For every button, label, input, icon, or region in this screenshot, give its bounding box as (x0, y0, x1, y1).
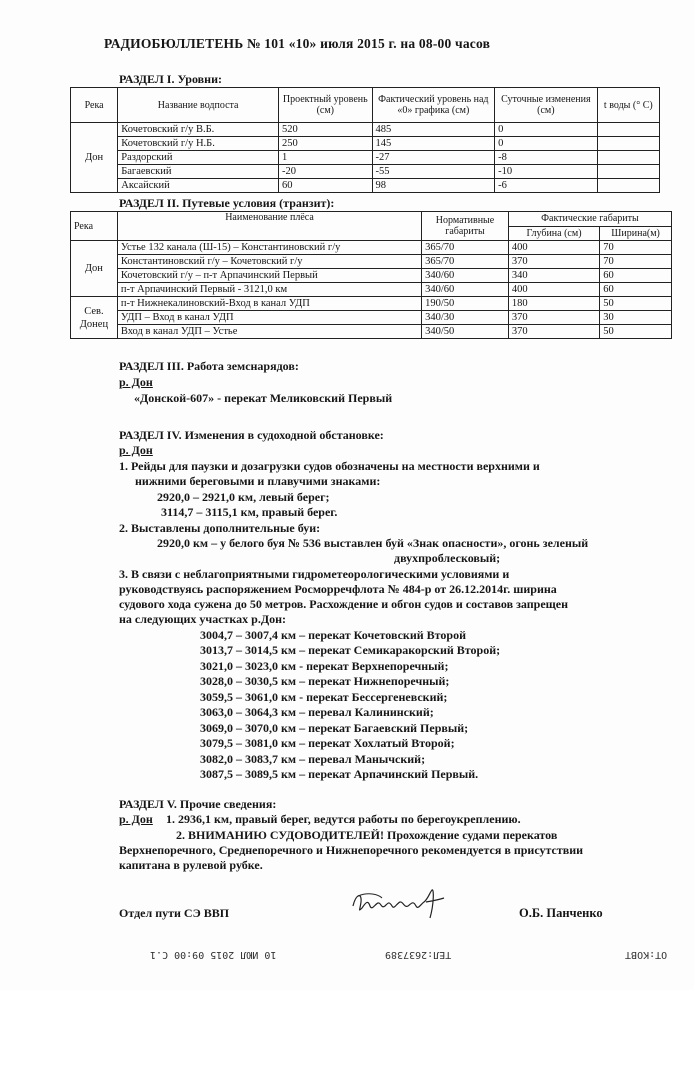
reach-name: п-т Арпачинский Первый - 3121,0 км (117, 283, 421, 297)
table-row (71, 123, 660, 137)
item-text: 3. В связи с неблагоприятными гидрометеорологическими условиями и (119, 567, 510, 581)
station-name: Кочетовский г/у В.Б. (118, 123, 279, 137)
actual-level: 485 (372, 123, 495, 137)
table-row (71, 325, 672, 339)
depth: 370 (508, 255, 599, 269)
daily-change: 0 (495, 123, 598, 137)
item-text: нижними береговыми и плавучими знаками: (135, 474, 381, 488)
actual-level: 145 (372, 137, 495, 151)
river-cell: Дон (71, 123, 118, 193)
fax-sender: ОТ:КОВТ (625, 949, 668, 960)
item-text: 1. Рейды для паузки и дозагрузки судов обозначены на местности верхними и (119, 459, 540, 473)
depth: 370 (508, 325, 599, 339)
item-text: на следующих участках р.Дон: (119, 612, 286, 626)
column-header: Река (71, 88, 118, 123)
reach-name: Константиновский г/у – Кочетовский г/у (117, 255, 421, 269)
signature-image (348, 884, 448, 924)
station-name: Багаевский (118, 165, 279, 179)
list-item: 3082,0 – 3083,7 км – перевал Манычский; (200, 752, 426, 766)
reach-name: Устье 132 канала (Ш-15) – Константиновский г/у (117, 241, 421, 255)
reach-name: Кочетовский г/у – п-т Арпачинский Первый (117, 269, 421, 283)
depth: 400 (508, 241, 599, 255)
table-row (71, 283, 672, 297)
norm-dims: 190/50 (422, 297, 509, 311)
norm-dims: 365/70 (422, 255, 509, 269)
table-header-row (71, 88, 660, 123)
width: 50 (600, 297, 672, 311)
table-row (71, 151, 660, 165)
fax-date: 10 ИЮЛ 2015 09:00 С.1 (150, 949, 277, 960)
depth: 340 (508, 269, 599, 283)
list-item: 3013,7 – 3014,5 км – перекат Семикаракорский Второй; (200, 643, 501, 657)
column-header: Наименование плёса (117, 212, 421, 241)
table-row (71, 255, 672, 269)
water-temp (597, 165, 659, 179)
reach-name: УДП – Вход в канал УДП (117, 311, 421, 325)
river-label: р. Дон (119, 443, 153, 457)
column-header: Фактические габариты (508, 212, 671, 227)
item-text: 2920,0 – 2921,0 км, левый берег; (157, 490, 330, 504)
norm-dims: 340/60 (422, 269, 509, 283)
item-text: 2920,0 км – у белого буя № 536 выставлен буй «Знак опасности», огонь зеленый (157, 536, 589, 550)
river-label: р. Дон (119, 375, 153, 389)
depth: 400 (508, 283, 599, 297)
depth: 370 (508, 311, 599, 325)
table-row (71, 137, 660, 151)
list-item: 3069,0 – 3070,0 км – перекат Багаевский Первый; (200, 721, 469, 735)
list-item: 3063,0 – 3064,3 км – перевал Калининский; (200, 705, 434, 719)
list-item: 3021,0 – 3023,0 км - перекат Верхнепоречный; (200, 659, 449, 673)
water-temp (597, 151, 659, 165)
section-2-heading: РАЗДЕЛ II. Путевые условия (транзит): (119, 196, 335, 210)
department-label: Отдел пути СЭ ВВП (119, 906, 230, 920)
actual-level: -55 (372, 165, 495, 179)
depth: 180 (508, 297, 599, 311)
list-item: 3028,0 – 3030,5 км – перекат Нижнепоречный; (200, 674, 450, 688)
table-row (71, 179, 660, 193)
item-text: двухпроблесковый; (394, 551, 501, 565)
design-level: 520 (279, 123, 372, 137)
item-text: руководствуясь распоряжением Росморречфлота № 484-р от 26.12.2014г. ширина (119, 582, 557, 596)
design-level: 250 (279, 137, 372, 151)
table-row (71, 297, 672, 311)
river-label: р. Дон (119, 812, 153, 826)
list-item: 3059,5 – 3061,0 км - перекат Бессергеневский; (200, 690, 448, 704)
fax-phone: ТЕЛ:2637389 (385, 949, 452, 960)
norm-dims: 365/70 (422, 241, 509, 255)
section-1-heading: РАЗДЕЛ I. Уровни: (119, 72, 222, 86)
section-5-heading: РАЗДЕЛ V. Прочие сведения: (119, 797, 277, 811)
reach-name: Вход в канал УДП – Устье (117, 325, 421, 339)
section-4-heading: РАЗДЕЛ IV. Изменения в судоходной обстановке: (119, 428, 384, 442)
width: 70 (600, 241, 672, 255)
bulletin-title: РАДИОБЮЛЛЕТЕНЬ № 101 «10» июля 2015 г. на 08-00 часов (104, 36, 491, 51)
width: 70 (600, 255, 672, 269)
column-header: Проектный уровень (см) (279, 88, 372, 123)
table-row (71, 165, 660, 179)
fax-header-strip (0, 945, 694, 965)
list-item: 3079,5 – 3081,0 км – перекат Хохлатый Второй; (200, 736, 455, 750)
column-header: Название водпоста (118, 88, 279, 123)
column-header: Фактический уровень над «0» графика (см) (372, 88, 495, 123)
width: 30 (600, 311, 672, 325)
list-item: 3004,7 – 3007,4 км – перекат Кочетовский Второй (200, 628, 466, 642)
river-cell: Сев. Донец (71, 297, 118, 339)
norm-dims: 340/60 (422, 283, 509, 297)
water-temp (597, 123, 659, 137)
water-temp (597, 137, 659, 151)
item-text: судового хода сужена до 50 метров. Расхождение и обгон судов и составов запрещен (119, 597, 569, 611)
item-text: Верхнепоречного, Среднепоречного и Нижнепоречного рекомендуется в присутствии (119, 843, 584, 857)
daily-change: -6 (495, 179, 598, 193)
station-name: Раздорский (118, 151, 279, 165)
column-header: Глубина (см) (508, 226, 599, 241)
section-3-heading: РАЗДЕЛ III. Работа земснарядов: (119, 359, 299, 373)
item-text: 1. 2936,1 км, правый берег, ведутся работы по берегоукреплению. (166, 812, 521, 826)
design-level: 60 (279, 179, 372, 193)
table-header-row (71, 212, 672, 227)
table-row (71, 241, 672, 255)
design-level: 1 (279, 151, 372, 165)
reach-name: п-т Нижнекалиновский-Вход в канал УДП (117, 297, 421, 311)
item-text: капитана в рулевой рубке. (119, 858, 263, 872)
column-header: t воды (° С) (597, 88, 659, 123)
width: 50 (600, 325, 672, 339)
actual-level: -27 (372, 151, 495, 165)
table-row (71, 269, 672, 283)
river-cell: Дон (71, 241, 118, 297)
daily-change: 0 (495, 137, 598, 151)
water-temp (597, 179, 659, 193)
column-header: Ширина(м) (600, 226, 672, 241)
daily-change: -8 (495, 151, 598, 165)
width: 60 (600, 269, 672, 283)
column-header: Нормативные габариты (422, 212, 509, 241)
dredger-line: «Донской-607» - перекат Меликовский Первый (134, 391, 393, 405)
column-header: Река (71, 212, 118, 241)
norm-dims: 340/50 (422, 325, 509, 339)
station-name: Аксайский (118, 179, 279, 193)
column-header: Суточные изменения (см) (495, 88, 598, 123)
design-level: -20 (279, 165, 372, 179)
levels-table (70, 87, 660, 193)
item-text: 2. ВНИМАНИЮ СУДОВОДИТЕЛЕЙ! Прохождение судами перекатов (176, 828, 558, 842)
list-item: 3087,5 – 3089,5 км – перекат Арпачинский Первый. (200, 767, 479, 781)
transit-table (70, 211, 672, 339)
norm-dims: 340/30 (422, 311, 509, 325)
table-row (71, 311, 672, 325)
daily-change: -10 (495, 165, 598, 179)
item-text: 3114,7 – 3115,1 км, правый берег. (161, 505, 338, 519)
signatory-name: О.Б. Панченко (519, 906, 603, 920)
item-text: 2. Выставлены дополнительные буи: (119, 521, 321, 535)
width: 60 (600, 283, 672, 297)
actual-level: 98 (372, 179, 495, 193)
station-name: Кочетовский г/у Н.Б. (118, 137, 279, 151)
